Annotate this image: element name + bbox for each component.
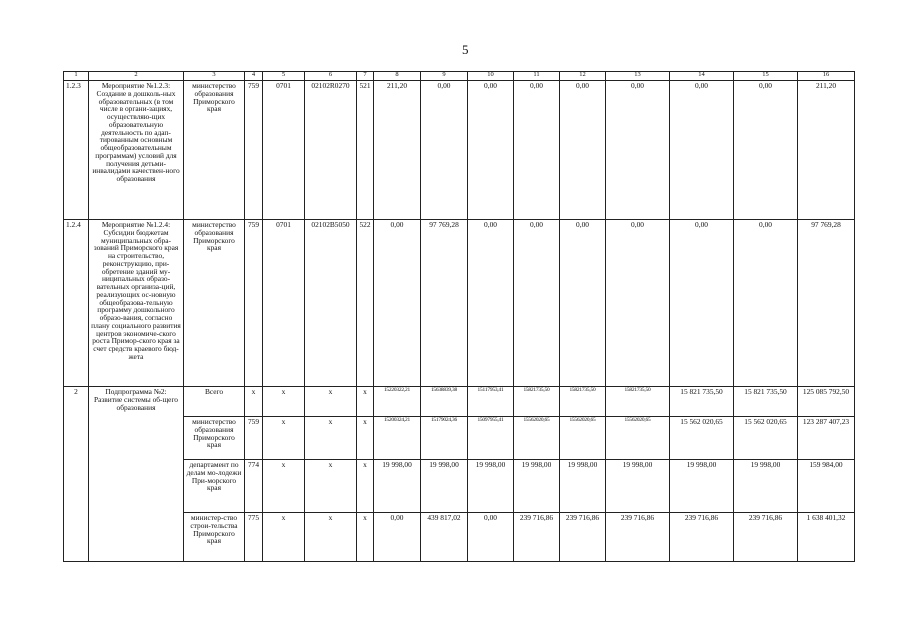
grbs-code: 775 [245, 513, 263, 562]
section-code: x [263, 417, 305, 460]
activity-name: Мероприятие №1.2.3: Создание в дошколь-ных образовательных (в том числе в органи-зациях, осуществляю-щих образовательную деятельность по адап-тированным основным общеобразовательным программам) условий для получения детьми-инвалидами качествен-ного образования [89, 81, 184, 220]
amount-cell: 0,00 [468, 513, 514, 562]
amount-cell: 19 998,00 [421, 460, 468, 513]
section-code: x [263, 513, 305, 562]
amount-cell: 0,00 [560, 81, 606, 220]
column-number-cell: 2 [89, 72, 184, 81]
amount-cell: 123 287 407,23 [798, 417, 855, 460]
section-code: x [263, 460, 305, 513]
amount-cell: 211,20 [798, 81, 855, 220]
amount-cell: 15821735,50 [606, 387, 670, 417]
column-number-cell: 1 [64, 72, 89, 81]
row-number: 1.2.3 [64, 81, 89, 220]
section-code: 0701 [263, 220, 305, 387]
amount-cell: 1 638 401,32 [798, 513, 855, 562]
amount-cell: 239 716,86 [670, 513, 734, 562]
amount-cell: 0,00 [514, 81, 560, 220]
target-article-code: x [305, 387, 357, 417]
grbs-code: 774 [245, 460, 263, 513]
amount-cell: 15220322,21 [374, 387, 421, 417]
amount-cell: 0,00 [606, 81, 670, 220]
target-article-code: x [305, 417, 357, 460]
amount-cell: 19 998,00 [734, 460, 798, 513]
expense-type-code: x [357, 417, 374, 460]
amount-cell: 0,00 [734, 81, 798, 220]
executor-name: министерство образования Приморского края [184, 220, 245, 387]
amount-cell: 15562020,65 [560, 417, 606, 460]
activity-name: Мероприятие №1.2.4: Субсидии бюджетам муниципальных обра-зований Приморского края на строительство, реконструкцию, при-обретение зданий му-ниципальных образо-вательных организа-ций, реализующих ос-новную общеобразова-тельную программу дошкольного образо-вания, согласно плану социального развития центров экономиче-ского роста Примор-ского края за счет средств краевого бюд-жета [89, 220, 184, 387]
amount-cell: 0,00 [514, 220, 560, 387]
target-article-code: 02102B5050 [305, 220, 357, 387]
table-row [64, 220, 855, 387]
executor-name: департамент по делам мо-лодежи При-морского края [184, 460, 245, 513]
executor-name: министерство образования Приморского края [184, 81, 245, 220]
amount-cell: 97 769,28 [798, 220, 855, 387]
executor-name: Всего [184, 387, 245, 417]
amount-cell: 239 716,86 [606, 513, 670, 562]
amount-cell: 19 998,00 [514, 460, 560, 513]
amount-cell: 15097955,41 [468, 417, 514, 460]
grbs-code: 759 [245, 417, 263, 460]
amount-cell: 0,00 [421, 81, 468, 220]
column-number-cell: 3 [184, 72, 245, 81]
table-row [64, 387, 855, 417]
column-number-cell: 10 [468, 72, 514, 81]
column-number-cell: 13 [606, 72, 670, 81]
table-row [64, 81, 855, 220]
expense-type-code: x [357, 387, 374, 417]
expense-type-code: x [357, 460, 374, 513]
amount-cell: 15562020,65 [514, 417, 560, 460]
amount-cell: 15 562 020,65 [670, 417, 734, 460]
column-number-cell: 7 [357, 72, 374, 81]
target-article-code: x [305, 513, 357, 562]
section-code: x [263, 387, 305, 417]
amount-cell: 211,20 [374, 81, 421, 220]
budget-table [63, 71, 855, 562]
amount-cell: 0,00 [670, 220, 734, 387]
amount-cell: 15117953,41 [468, 387, 514, 417]
expense-type-code: 522 [357, 220, 374, 387]
target-article-code: x [305, 460, 357, 513]
column-number-cell: 9 [421, 72, 468, 81]
amount-cell: 15 821 735,50 [734, 387, 798, 417]
grbs-code: x [245, 387, 263, 417]
column-number-cell: 16 [798, 72, 855, 81]
amount-cell: 19 998,00 [670, 460, 734, 513]
amount-cell: 15179024,36 [421, 417, 468, 460]
page-number: 5 [462, 42, 469, 57]
column-number-cell: 8 [374, 72, 421, 81]
amount-cell: 239 716,86 [734, 513, 798, 562]
amount-cell: 19 998,00 [468, 460, 514, 513]
subprogram-name: Подпрограмма №2: Развитие системы об-щего образования [89, 387, 184, 562]
amount-cell: 19 998,00 [560, 460, 606, 513]
expense-type-code: x [357, 513, 374, 562]
amount-cell: 15638839,38 [421, 387, 468, 417]
amount-cell: 439 817,02 [421, 513, 468, 562]
amount-cell: 15821735,50 [560, 387, 606, 417]
row-number: 2 [64, 387, 89, 562]
amount-cell: 0,00 [468, 81, 514, 220]
amount-cell: 0,00 [606, 220, 670, 387]
column-number-row [64, 72, 855, 81]
row-number: 1.2.4 [64, 220, 89, 387]
grbs-code: 759 [245, 81, 263, 220]
column-number-cell: 5 [263, 72, 305, 81]
column-number-cell: 14 [670, 72, 734, 81]
amount-cell: 0,00 [560, 220, 606, 387]
amount-cell: 125 085 792,50 [798, 387, 855, 417]
column-number-cell: 12 [560, 72, 606, 81]
expense-type-code: 521 [357, 81, 374, 220]
amount-cell: 0,00 [374, 220, 421, 387]
amount-cell: 239 716,86 [560, 513, 606, 562]
amount-cell: 15200324,21 [374, 417, 421, 460]
amount-cell: 19 998,00 [606, 460, 670, 513]
section-code: 0701 [263, 81, 305, 220]
executor-name: министерство образования Приморского края [184, 417, 245, 460]
amount-cell: 15562020,65 [606, 417, 670, 460]
amount-cell: 19 998,00 [374, 460, 421, 513]
amount-cell: 0,00 [374, 513, 421, 562]
grbs-code: 759 [245, 220, 263, 387]
target-article-code: 02102R0270 [305, 81, 357, 220]
column-number-cell: 6 [305, 72, 357, 81]
executor-name: министер-ство строи-тельства Приморского края [184, 513, 245, 562]
amount-cell: 15 821 735,50 [670, 387, 734, 417]
amount-cell: 0,00 [468, 220, 514, 387]
amount-cell: 159 984,00 [798, 460, 855, 513]
column-number-cell: 4 [245, 72, 263, 81]
amount-cell: 0,00 [670, 81, 734, 220]
column-number-cell: 15 [734, 72, 798, 81]
amount-cell: 15821735,50 [514, 387, 560, 417]
amount-cell: 0,00 [734, 220, 798, 387]
amount-cell: 239 716,86 [514, 513, 560, 562]
amount-cell: 97 769,28 [421, 220, 468, 387]
column-number-cell: 11 [514, 72, 560, 81]
amount-cell: 15 562 020,65 [734, 417, 798, 460]
